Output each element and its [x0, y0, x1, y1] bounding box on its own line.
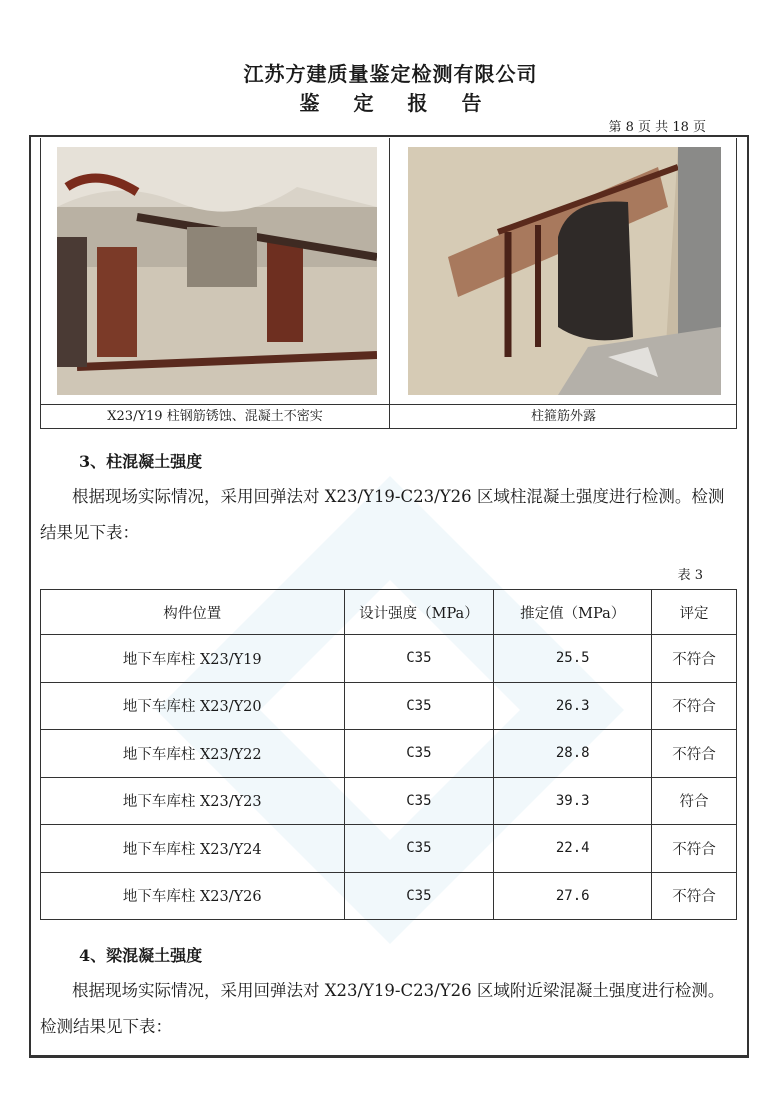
assessment-cell: 不符合: [652, 682, 737, 730]
section-4-paragraph: 根据现场实际情况，采用回弹法对 X23/Y19-C23/Y26 区域附近梁混凝土强度进行检测。检测结果见下表：: [40, 981, 725, 1036]
assessment-cell: 不符合: [652, 825, 737, 873]
design-grade-cell: C35: [344, 682, 494, 730]
photo-corroded-column: [57, 147, 377, 395]
column-header: 构件位置: [41, 590, 345, 635]
caption-divider: [41, 404, 736, 405]
table-row: [41, 635, 737, 683]
design-grade-cell: C35: [344, 730, 494, 778]
section-4-heading: 4、梁混凝土强度: [79, 946, 203, 965]
location-cell: 地下车库柱 X23/Y22: [41, 730, 345, 778]
column-header: 评定: [652, 590, 737, 635]
strength-table: [40, 589, 737, 920]
photo-exposed-stirrup: [408, 147, 721, 395]
table-row: [41, 682, 737, 730]
column-header: 推定值（MPa）: [494, 590, 652, 635]
estimated-value-cell: 28.8: [494, 730, 652, 778]
table-row: [41, 825, 737, 873]
design-grade-cell: C35: [344, 872, 494, 920]
report-title: 鉴定报告: [299, 91, 516, 115]
estimated-value-cell: 25.5: [494, 635, 652, 683]
assessment-cell: 不符合: [652, 872, 737, 920]
assessment-cell: 不符合: [652, 730, 737, 778]
column-header: 设计强度（MPa）: [344, 590, 494, 635]
estimated-value-cell: 22.4: [494, 825, 652, 873]
assessment-cell: 符合: [652, 777, 737, 825]
photo-caption: X23/Y19 柱钢筋锈蚀、混凝土不密实: [107, 409, 323, 424]
assessment-cell: 不符合: [652, 635, 737, 683]
company-name: 江苏方建质量鉴定检测有限公司: [243, 62, 538, 86]
photo-caption: 柱箍筋外露: [530, 409, 596, 424]
location-cell: 地下车库柱 X23/Y24: [41, 825, 345, 873]
section-3-heading: 3、柱混凝土强度: [79, 452, 203, 471]
table-label: 表 3: [677, 568, 703, 583]
location-cell: 地下车库柱 X23/Y20: [41, 682, 345, 730]
photo-table: [40, 138, 737, 429]
location-cell: 地下车库柱 X23/Y26: [41, 872, 345, 920]
location-cell: 地下车库柱 X23/Y19: [41, 635, 345, 683]
table-header-row: [41, 590, 737, 635]
location-cell: 地下车库柱 X23/Y23: [41, 777, 345, 825]
design-grade-cell: C35: [344, 825, 494, 873]
table-row: [41, 730, 737, 778]
estimated-value-cell: 27.6: [494, 872, 652, 920]
table-row: [41, 777, 737, 825]
estimated-value-cell: 39.3: [494, 777, 652, 825]
estimated-value-cell: 26.3: [494, 682, 652, 730]
photo-divider: [389, 138, 390, 428]
table-row: [41, 872, 737, 920]
design-grade-cell: C35: [344, 635, 494, 683]
page-number: 第 8 页 共 18 页: [608, 120, 706, 135]
design-grade-cell: C35: [344, 777, 494, 825]
section-3-paragraph: 根据现场实际情况，采用回弹法对 X23/Y19-C23/Y26 区域柱混凝土强度进行检测。检测结果见下表：: [40, 487, 725, 542]
